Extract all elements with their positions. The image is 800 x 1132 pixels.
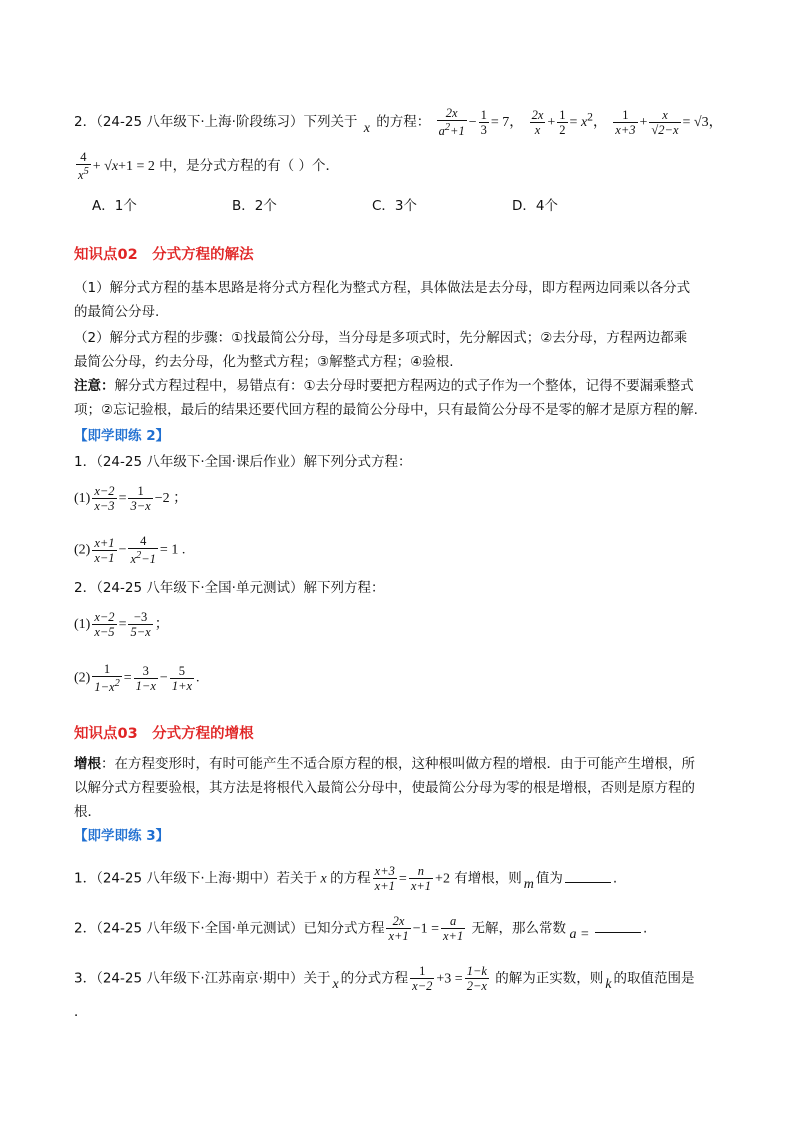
practice3-question-3: 3．（24-25 八年级下·江苏南京·期中）关于 x 的分式方程 $\frac{1}{x-2}$ +3 = $\frac{1-k}{2-x}$ 的解为正实数，则 k 的取值范围是 (74, 964, 695, 993)
prev-question-2-line2: $\frac{4}{x^5}$ + √x+1 = 2 中，是分式方程的有（ ）个． (78, 150, 339, 183)
paragraph-2-line2: 最简公分母，约去分母，化为整式方程；③解整式方程；④验根. (74, 354, 454, 370)
augmented-root-line3: 根． (74, 804, 101, 820)
paragraph-1-line2: 的最简公分母. (74, 304, 160, 320)
practice2-question-2: 2．（24-25 八年级下·全国·单元测试）解下列方程： (74, 580, 385, 596)
practice-heading-2: 【即学即练 2】 (74, 428, 170, 444)
question-text: 有增根，则 (454, 870, 522, 887)
equation-fraction: $\frac{1}{x+3}$ (615, 107, 636, 137)
option-c[interactable]: C．3个 (372, 198, 418, 214)
equation-fraction: $\frac{2x}{x}$ (531, 107, 544, 137)
augmented-root-label: 增根 (74, 756, 101, 772)
answer-blank[interactable] (565, 870, 611, 883)
equation-fraction: $\frac{x}{√2-x}$ (651, 107, 679, 137)
practice3-question-1: 1．（24-25 八年级下·上海·期中）若关于 x 的方程 $\frac{x+3}{x+1}$ = $\frac{n}{x+1}$ +2 有增根，则 m 值为 . (74, 864, 618, 893)
question-text: 中，是分式方程的有（ ）个． (159, 158, 339, 175)
paragraph-text: ：在方程变形时，有时可能产生不适合原方程的根，这种根叫做方程的增根．由于可能产生增根，所 (101, 756, 695, 772)
question-text: 的方程 (330, 870, 371, 887)
prev-question-2: 2．（24-25 八年级下·上海·阶段练习）下列关于 x 的方程： $\frac{2x}{a^2+1}$ − $\frac{1}{3}$ = 7， $\frac{2x}{x}$ + $\frac{1}{2}$ = $x^2$， $\frac{1}{x+3}$ + $\frac{x}{√2-x}$ = √3， (74, 106, 723, 139)
answer-blank[interactable] (595, 920, 641, 933)
augmented-root-line2: 以解分式方程要验根，其方法是将根代入最简公分母中，使最简公分母为零的根是增根，否则是原方程的 (74, 780, 695, 796)
question-text: 3．（24-25 八年级下·江苏南京·期中）关于 (74, 970, 331, 987)
note-label: 注意： (74, 378, 115, 394)
equation-1-1: (1) $\frac{x-2}{x-3}$ = $\frac{1}{3-x}$ −2 ； (74, 484, 188, 513)
question-text: 2．（24-25 八年级下·上海·阶段练习）下列关于 (74, 114, 358, 131)
equation-2-2: (2) $\frac{1}{1-x^2}$ = $\frac{3}{1-x}$ − $\frac{5}{1+x}$ . (74, 662, 200, 695)
note-line2: 项；②忘记验根，最后的结果还要代回方程的最简公分母中，只有最简公分母不是零的解才是原方程的解. (74, 402, 698, 418)
question-text: 的分式方程 (340, 970, 409, 987)
option-b[interactable]: B．2个 (232, 198, 277, 214)
equation-1-2: (2) $\frac{x+1}{x-1}$ − $\frac{4}{x^2-1}$ = 1 . (74, 534, 186, 567)
equation-fraction: $\frac{1}{2}$ (559, 107, 566, 137)
equation-fraction: $\frac{2x}{a^2+1}$ (438, 106, 465, 139)
section-title-02: 知识点02 分式方程的解法 (74, 247, 254, 263)
section-title-03: 知识点03 分式方程的增根 (74, 726, 254, 742)
practice2-question-1: 1．（24-25 八年级下·全国·课后作业）解下列分式方程： (74, 454, 412, 470)
equation-fraction: $\frac{1}{3}$ (480, 107, 487, 137)
paragraph-1-line1: （1）解分式方程的基本思路是将分式方程化为整式方程，具体做法是去分母，即方程两边同乘以各分式 (74, 280, 691, 296)
option-a[interactable]: A．1个 (92, 198, 137, 214)
question-text: 的方程： (376, 114, 431, 131)
augmented-root-line1 (74, 754, 695, 774)
question-3-end: ． (74, 1004, 88, 1020)
question-text: 值为 (535, 870, 563, 887)
question-text: 2．（24-25 八年级下·全国·单元测试）已知分式方程 (74, 920, 385, 937)
variable: x (363, 121, 370, 137)
question-text: 的取值范围是 (613, 970, 695, 987)
answer-options (92, 196, 652, 216)
equation-fraction: $\frac{4}{x^5}$ (78, 150, 89, 183)
practice-heading-3: 【即学即练 3】 (74, 828, 170, 844)
question-text: 的解为正实数，则 (495, 970, 604, 987)
question-text: 1．（24-25 八年级下·上海·期中）若关于 (74, 870, 317, 887)
practice3-question-2: 2．（24-25 八年级下·全国·单元测试）已知分式方程 $\frac{2x}{x+1}$ −1 = $\frac{a}{x+1}$ 无解，那么常数 a = . (74, 914, 648, 943)
note-text: 解分式方程过程中，易错点有：①去分母时要把方程两边的式子作为一个整体，记得不要漏乘整式 (114, 378, 694, 394)
note-line1 (74, 376, 694, 396)
equation-2-1: (1) $\frac{x-2}{x-5}$ = $\frac{-3}{5-x}$ ； (74, 610, 169, 639)
option-d[interactable]: D．4个 (512, 198, 558, 214)
question-text: 无解，那么常数 (471, 920, 567, 937)
paragraph-2-line1: （2）解分式方程的步骤：①找最简公分母，当分母是多项式时，先分解因式；②去分母，方程两边都乘 (74, 330, 688, 346)
